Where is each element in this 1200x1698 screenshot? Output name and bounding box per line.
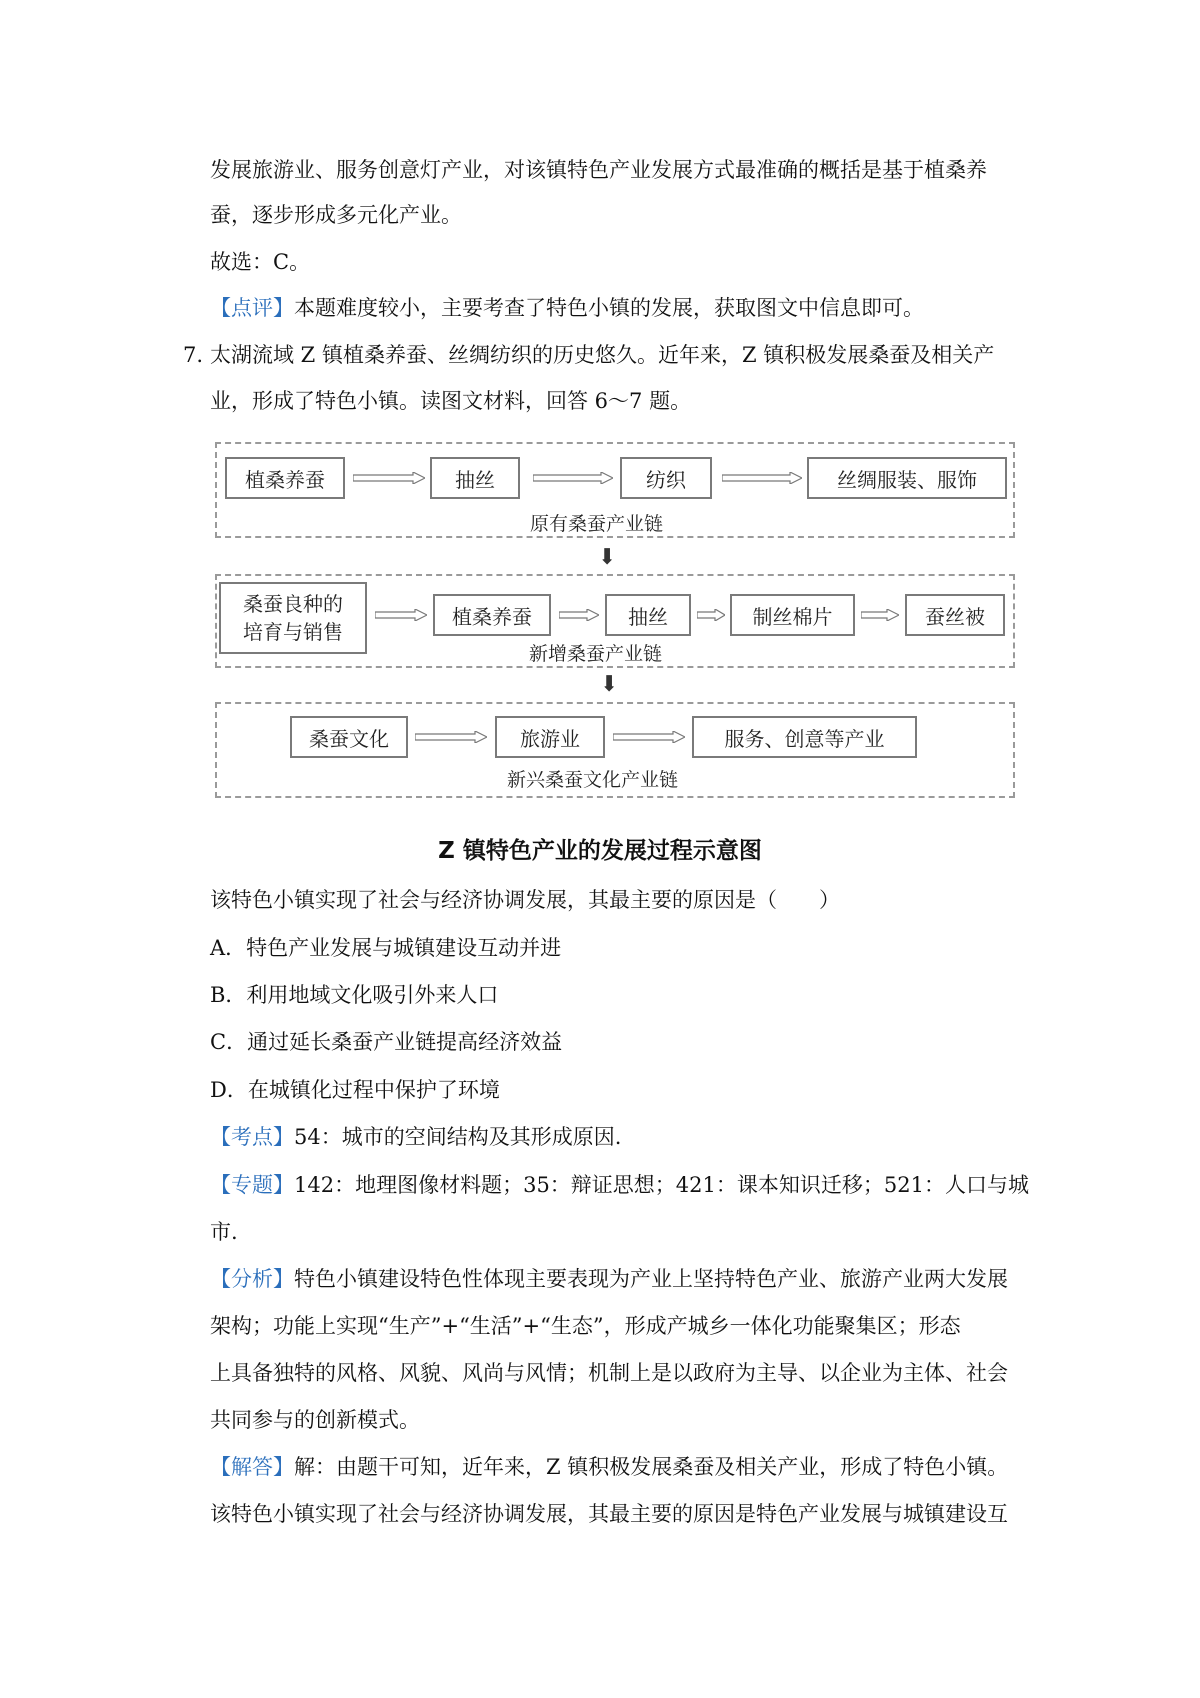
chain-box: 抽丝 — [430, 457, 520, 499]
question-stem: 太湖流域 Z 镇植桑养蚕、丝绸纺织的历史悠久。近年来，Z 镇积极发展桑蚕及相关产 — [210, 343, 995, 367]
answer-line: 故选：C。 — [210, 250, 311, 274]
option-d: D．在城镇化过程中保护了环境 — [210, 1078, 500, 1102]
chain-box: 旅游业 — [495, 716, 605, 758]
chain-box: 植桑养蚕 — [225, 457, 345, 499]
kaodian-text: 54：城市的空间结构及其形成原因. — [294, 1125, 622, 1149]
option-a: A．特色产业发展与城镇建设互动并进 — [210, 936, 562, 960]
chain-box: 纺织 — [620, 457, 712, 499]
chain-box — [219, 582, 367, 654]
down-arrow-icon: ⬇ — [598, 545, 617, 570]
question-prompt: 该特色小镇实现了社会与经济协调发展，其最主要的原因是（ ） — [210, 888, 840, 912]
fenxi-line: 共同参与的创新模式。 — [210, 1408, 420, 1432]
chain-box: 植桑养蚕 — [433, 594, 551, 636]
right-arrow-icon — [861, 609, 899, 621]
right-arrow-icon — [559, 609, 599, 621]
chain-box-line: 培育与销售 — [243, 620, 343, 644]
fenxi-line — [210, 1264, 1008, 1294]
kaodian-line — [210, 1122, 621, 1152]
review-line — [210, 293, 924, 323]
chain-label: 新增桑蚕产业链 — [529, 643, 663, 665]
right-arrow-icon — [697, 609, 725, 621]
paragraph-line: 蚕，逐步形成多元化产业。 — [210, 203, 462, 227]
chain-box-line: 桑蚕良种的 — [243, 592, 343, 616]
right-arrow-icon — [533, 472, 613, 484]
zhuanti-text: 142：地理图像材料题；35：辩证思想；421：课本知识迁移；521：人口与城 — [294, 1173, 1029, 1197]
question-stem: 业，形成了特色小镇。读图文材料，回答 6～7 题。 — [210, 389, 692, 413]
kaodian-tag: 【考点】 — [210, 1125, 294, 1149]
jieda-line: 该特色小镇实现了社会与经济协调发展，其最主要的原因是特色产业发展与城镇建设互 — [210, 1502, 1008, 1526]
question-number: 7. — [183, 343, 204, 367]
fenxi-line: 上具备独特的风格、风貌、风尚与风情；机制上是以政府为主导、以企业为主体、社会 — [210, 1361, 1008, 1385]
jieda-tag: 【解答】 — [210, 1455, 294, 1479]
right-arrow-icon — [613, 731, 685, 743]
industry-chain-diagram — [215, 442, 1015, 812]
right-arrow-icon — [415, 731, 487, 743]
right-arrow-icon — [353, 472, 425, 484]
chain-box: 丝绸服装、服饰 — [807, 457, 1007, 499]
chain-label: 原有桑蚕产业链 — [530, 513, 664, 535]
chain-box: 桑蚕文化 — [290, 716, 408, 758]
review-text: 本题难度较小，主要考查了特色小镇的发展，获取图文中信息即可。 — [294, 296, 924, 320]
chain-box: 抽丝 — [605, 594, 691, 636]
fenxi-line: 架构；功能上实现“生产”+“生活”+“生态”，形成产城乡一体化功能聚集区；形态 — [210, 1314, 961, 1338]
down-arrow-icon: ⬇ — [600, 672, 619, 697]
chain-label: 新兴桑蚕文化产业链 — [507, 769, 679, 791]
fenxi-text: 特色小镇建设特色性体现主要表现为产业上坚持特色产业、旅游产业两大发展 — [294, 1267, 1008, 1291]
chain-box: 服务、创意等产业 — [692, 716, 917, 758]
chain-box: 制丝棉片 — [730, 594, 855, 636]
right-arrow-icon — [722, 472, 802, 484]
zhuanti-line — [210, 1170, 1029, 1200]
right-arrow-icon — [375, 609, 427, 621]
paragraph-line: 发展旅游业、服务创意灯产业，对该镇特色产业发展方式最准确的概括是基于植桑养 — [210, 158, 987, 182]
zhuanti-tag: 【专题】 — [210, 1173, 294, 1197]
zhuanti-line: 市. — [210, 1220, 238, 1244]
jieda-text: 解：由题干可知，近年来，Z 镇积极发展桑蚕及相关产业，形成了特色小镇。 — [294, 1455, 1009, 1479]
chain-box: 蚕丝被 — [905, 594, 1005, 636]
option-b: B．利用地域文化吸引外来人口 — [210, 983, 499, 1007]
review-tag: 【点评】 — [210, 296, 294, 320]
option-c: C．通过延长桑蚕产业链提高经济效益 — [210, 1030, 563, 1054]
fenxi-tag: 【分析】 — [210, 1267, 294, 1291]
jieda-line — [210, 1452, 1008, 1482]
diagram-caption: Z 镇特色产业的发展过程示意图 — [438, 838, 762, 864]
